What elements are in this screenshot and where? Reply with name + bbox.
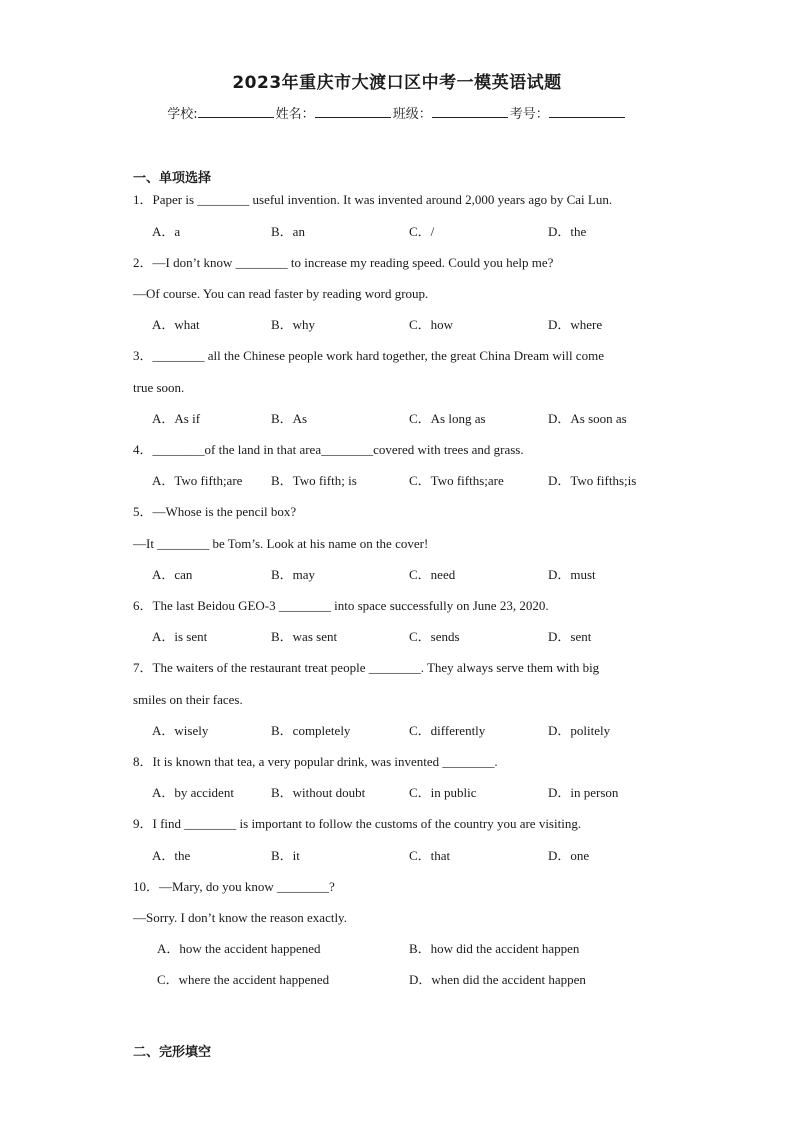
exam-title: 2023年重庆市大渡口区中考一模英语试题 <box>232 73 562 93</box>
option-c[interactable]: C．sends <box>409 629 460 644</box>
option-c[interactable]: C．differently <box>409 723 486 738</box>
option-a[interactable]: A．As if <box>152 411 201 426</box>
option-d[interactable]: D．when did the accident happen <box>409 972 586 987</box>
question-2-text-cont: —Of course. You can read faster by reading word group. <box>133 286 429 301</box>
option-a[interactable]: A．a <box>152 224 181 239</box>
question-5-text: 5．—Whose is the pencil box? <box>133 504 297 519</box>
option-d[interactable]: D．politely <box>548 723 611 738</box>
option-a[interactable]: A．is sent <box>152 629 208 644</box>
question-6-text: 6．The last Beidou GEO-3 ________ into space successfully on June 23, 2020. <box>133 598 549 613</box>
option-c[interactable]: C．how <box>409 317 454 332</box>
exam-number-label: 考号： <box>509 107 549 122</box>
name-label: 姓名： <box>275 107 315 122</box>
school-label: 学校: <box>167 107 198 122</box>
question-9-text: 9．I find ________ is important to follow the customs of the country you are visiting. <box>133 816 582 831</box>
class-field <box>393 103 510 122</box>
option-d[interactable]: D．where <box>548 317 603 332</box>
question-8-text: 8．It is known that tea, a very popular drink, was invented ________. <box>133 754 498 769</box>
question-1-text: 1．Paper is ________ useful invention. It was invented around 2,000 years ago by Cai Lun. <box>133 192 613 207</box>
option-d[interactable]: D．sent <box>548 629 592 644</box>
option-b[interactable]: B．without doubt <box>271 785 366 800</box>
option-c[interactable]: C．that <box>409 848 451 863</box>
class-label: 班级： <box>392 107 432 122</box>
option-a[interactable]: A．by accident <box>152 785 234 800</box>
option-d[interactable]: D．the <box>548 224 587 239</box>
option-d[interactable]: D．must <box>548 567 596 582</box>
option-a[interactable]: A．the <box>152 848 191 863</box>
question-2-text: 2．—I don’t know ________ to increase my reading speed. Could you help me? <box>133 255 554 270</box>
option-d[interactable]: D．in person <box>548 785 619 800</box>
option-b[interactable]: B．it <box>271 848 300 863</box>
option-a[interactable]: A．what <box>152 317 200 332</box>
question-4-text: 4．________of the land in that area________covered with trees and grass. <box>133 442 524 457</box>
option-a[interactable]: A．Two fifth;are <box>152 473 243 488</box>
question-3-text: 3．________ all the Chinese people work hard together, the great China Dream will come <box>133 348 604 363</box>
option-b[interactable]: B．why <box>271 317 316 332</box>
option-b[interactable]: B．was sent <box>271 629 338 644</box>
question-7-text: 7．The waiters of the restaurant treat people ________. They always serve them with big <box>133 660 600 675</box>
option-d[interactable]: D．one <box>548 848 590 863</box>
option-c[interactable]: C．where the accident happened <box>157 972 330 987</box>
option-c[interactable]: C．/ <box>409 224 435 239</box>
option-c[interactable]: C．As long as <box>409 411 486 426</box>
option-b[interactable]: B．how did the accident happen <box>409 941 580 956</box>
question-10-text-cont: —Sorry. I don’t know the reason exactly. <box>133 910 347 925</box>
question-5-text-cont: —It ________ be Tom’s. Look at his name on the cover! <box>133 536 429 551</box>
question-10-text: 10．—Mary, do you know ________? <box>133 879 335 894</box>
question-7-text-cont: smiles on their faces. <box>133 692 243 707</box>
option-c[interactable]: C．Two fifths;are <box>409 473 504 488</box>
option-b[interactable]: B．Two fifth; is <box>271 473 357 488</box>
option-a[interactable]: A．wisely <box>152 723 209 738</box>
option-a[interactable]: A．how the accident happened <box>157 941 321 956</box>
option-c[interactable]: C．in public <box>409 785 477 800</box>
option-b[interactable]: B．completely <box>271 723 351 738</box>
name-blank[interactable] <box>315 105 391 118</box>
option-a[interactable]: A．can <box>152 567 193 582</box>
option-b[interactable]: B．As <box>271 411 308 426</box>
name-field <box>276 103 393 122</box>
student-info-row <box>0 103 794 122</box>
exam-number-field <box>510 103 627 122</box>
option-d[interactable]: D．Two fifths;is <box>548 473 637 488</box>
section-heading-cloze: 二、完形填空 <box>133 1045 212 1060</box>
option-b[interactable]: B．an <box>271 224 305 239</box>
exam-number-blank[interactable] <box>549 105 625 118</box>
option-d[interactable]: D．As soon as <box>548 411 627 426</box>
option-c[interactable]: C．need <box>409 567 456 582</box>
section-heading-single-choice: 一、单项选择 <box>133 171 212 186</box>
school-field <box>167 103 275 122</box>
option-b[interactable]: B．may <box>271 567 316 582</box>
school-blank[interactable] <box>198 105 274 118</box>
question-3-text-cont: true soon. <box>133 380 185 395</box>
class-blank[interactable] <box>432 105 508 118</box>
